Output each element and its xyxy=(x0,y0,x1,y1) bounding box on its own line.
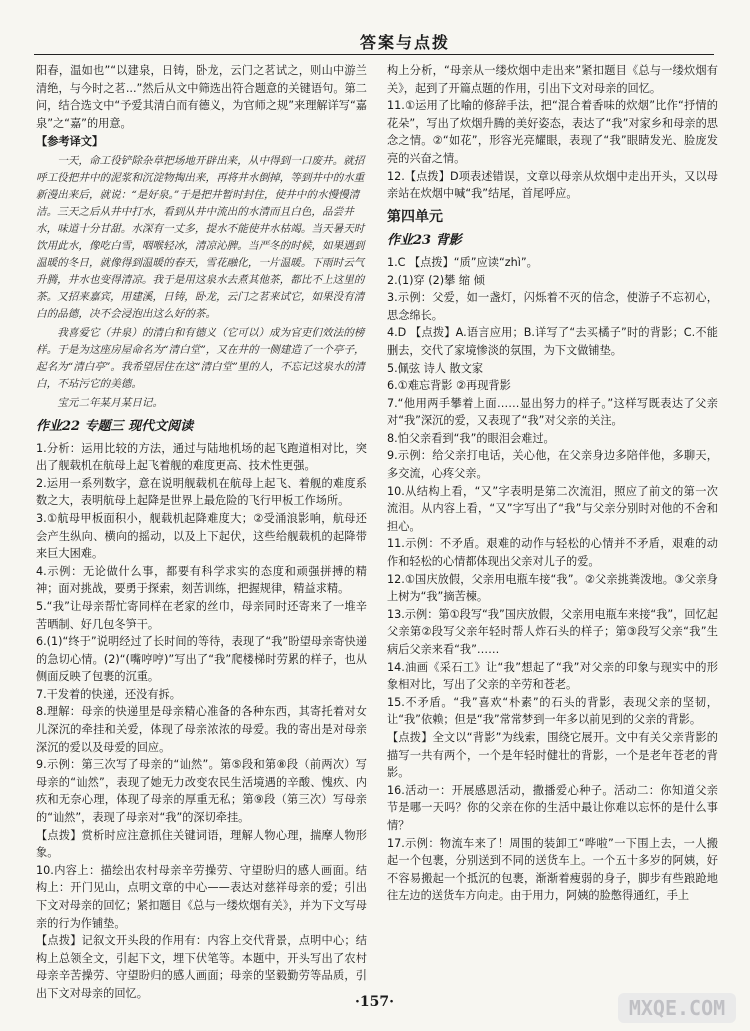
watermark-logo: MXQE.COM xyxy=(618,993,736,1023)
answer-paragraph: 3.示例：父爱，如一盏灯，闪烁着不灭的信念，使游子不忘初心，思念绵长。 xyxy=(387,291,718,322)
answer-paragraph: 12.①国庆放假，父亲用电瓶车接“我”。②父亲挑粪泼地。③父亲身上树为“我”摘苦楝。 xyxy=(387,572,718,604)
answer-paragraph: 10.内容上：描绘出农村母亲辛劳操劳、守望盼归的感人画面。结构上：开门见山，点明文章的中心——表达对慈祥母亲的爱；引出下文对母亲的回忆；紧扣题目《总与一缕炊烟有关》，并为下文写母亲的行为作铺垫。 xyxy=(36,863,367,930)
answer-paragraph: 8.怕父亲看到“我”的眼泪会难过。 xyxy=(387,431,555,445)
answer-paragraph: 2.运用一系列数字，意在说明舰载机在航母上起飞、着舰的难度系数之大，表明航母上起降是世界上最危险的飞行甲板工作场所。 xyxy=(36,476,367,508)
answer-paragraph: 我喜爱它（井泉）的清白和有德义（它可以）成为官吏们效法的榜样。于是为这座房屋命名为“清白堂”，又在井的一侧建造了一个亭子，起名为“清白亭”。我希望居住在这“清白堂”里的人，不忘记这泉水的清白，不玷污它的美德。 xyxy=(36,326,365,390)
answer-columns xyxy=(36,62,718,1000)
right-column xyxy=(387,62,718,986)
answer-paragraph: 1.分析：运用比较的方法，通过与陆地机场的起飞跑道相对比，突出了舰载机在航母上起飞着舰的难度更高、技术性更强。 xyxy=(36,441,367,473)
answer-paragraph: 5.佩弦 诗人 散文家 xyxy=(387,361,484,375)
answer-paragraph: 7.“他用两手攀着上面……显出努力的样子。”这样写既表达了父亲对“我”深沉的爱，又表现了“我”对父亲的关注。 xyxy=(387,396,718,428)
answer-paragraph: 6.(1)“终于”说明经过了长时间的等待，表现了“我”盼望母亲寄快递的急切心情。(2)“(嘴哼哼)”写出了“我”爬楼梯时劳累的样子，也从侧面反映了包裹的沉重。 xyxy=(36,635,367,684)
answer-paragraph: 宝元二年某月某日记。 xyxy=(57,396,164,409)
answer-paragraph: 【点拨】记叙文开头段的作用有：内容上交代背景，点明中心；结构上总领全文，引起下文，埋下伏笔等。本题中，开头写出了农村母亲辛苦操劳、守望盼归的感人画面；母亲的坚毅勤劳等品质，引出下文对母亲的回忆。 xyxy=(36,934,367,1000)
answer-paragraph: 5.“我”让母亲帮忙寄同样在老家的丝巾，母亲同时还寄来了一堆辛苦晒制、好几包冬笋干。 xyxy=(36,599,367,631)
answer-paragraph: 1.C 【点拨】“质”应读“zhì”。 xyxy=(387,255,538,269)
answer-paragraph: 2.(1)穿 (2)攀 缩 倾 xyxy=(387,273,485,287)
answer-paragraph: 7.干发着的快递，还没有拆。 xyxy=(36,687,181,701)
answer-paragraph: 13.示例：第①段写“我”国庆放假，父亲用电瓶车来接“我”，回忆起父亲第②段写父亲年轻时帮人炸石头的样子；第③段写父亲“我”生病后父亲来看“我”…… xyxy=(387,607,718,656)
answer-paragraph: 4.示例：无论做什么事，都要有科学求实的态度和顽强拼搏的精神；面对挑战，要勇于探索，刻苦训练，把握规律，精益求精。 xyxy=(36,564,367,596)
answer-paragraph: 15.不矛盾。“我”喜欢“朴素”的石头的背影，表现父亲的坚韧，让“我”依赖；但是“我”常常梦到一年多以前见到的父亲的背影。 xyxy=(387,695,718,727)
answer-paragraph: 6.①难忘背影 ②再现背影 xyxy=(387,379,511,393)
answer-paragraph: 9.示例：第三次写了母亲的“讪然”。第⑤段和第⑧段（前两次）写母亲的“讪然”，表现了她无力改变农民生活境遇的辛酸、愧疚、内疚和无奈心理，体现了母亲的厚重无私；第⑨段（第三次）写母亲的“讪然”，表现了母亲对“我”的深切牵挂。 xyxy=(36,758,367,825)
answer-paragraph: 【点拨】全文以“背影”为线索，围绕它展开。文中有关父亲背影的描写一共有两个，一个是年轻时健壮的背影，一个是老年苍老的背影。 xyxy=(387,730,718,780)
section-heading: 作业23 背影 xyxy=(387,233,462,249)
answer-paragraph: 3.①航母甲板面积小，舰载机起降难度大；②受涌浪影响，航母还会产生纵向、横向的摇动，以及上下起伏，这些给舰载机的起降带来巨大困难。 xyxy=(36,511,367,561)
unit-heading: 第四单元 xyxy=(387,208,443,225)
answer-paragraph: 8.理解：母亲的快递里是母亲精心准备的各种东西，其寄托着对女儿深沉的牵挂和关爱，体现了母亲浓浓的母爱。我的寄出是对母亲深沉的爱以及母爱的回应。 xyxy=(36,705,367,754)
answer-paragraph: 9.示例：给父亲打电话，关心他，在父亲身边多陪伴他，多聊天，多交流，心疼父亲。 xyxy=(387,449,718,481)
page-header xyxy=(0,0,750,56)
answer-paragraph: 【参考译文】 xyxy=(36,135,104,149)
answer-paragraph: 【点拨】赏析时应注意抓住关键词语，理解人物心理，揣摩人物形象。 xyxy=(36,828,367,860)
answer-paragraph: 阳春，温如也”“以建泉，日铸，卧龙，云门之茗试之，则山中游兰清绝，与今时之茗...”然后从文中筛选出符合题意的关键语句。第二问，结合选文中“予爱其清白而有德义，为官师之规”来理解详写“嘉泉”之“嘉”的用意。 xyxy=(36,64,367,130)
answer-paragraph: 11.①运用了比喻的修辞手法，把“混合着香味的炊烟”比作“抒情的花朵”，写出了炊烟升腾的美好姿态，表达了“我”对家乡和母亲的思念之情。②“如花”，形容光亮耀眼，表现了“我”眼睛发光、脸庞发亮的兴奋之情。 xyxy=(387,99,718,165)
section-heading: 作业22 专题三 现代文阅读 xyxy=(36,418,194,434)
answer-paragraph: 10.从结构上看，“又”字表明是第二次流泪，照应了前文的第一次流泪。从内容上看，“又”字写出了“我”与父亲分别时对他的不舍和担心。 xyxy=(387,484,718,533)
answer-paragraph: 11.示例：不矛盾。艰难的动作与轻松的心情并不矛盾，艰难的动作和轻松的心情都体现出父亲对儿子的爱。 xyxy=(387,537,718,569)
left-column xyxy=(36,62,367,1000)
answer-paragraph: 构上分析，“母亲从一缕炊烟中走出来”紧扣题目《总与一缕炊烟有关》，起到了开篇点题的作用，引出下文对母亲的回忆。 xyxy=(387,64,718,95)
page-number: ·157· xyxy=(355,994,394,1010)
answer-paragraph: 14.油画《采石工》让“我”想起了“我”对父亲的印象与现实中的形象相对比，写出了父亲的辛劳和苍老。 xyxy=(387,660,718,692)
answer-paragraph: 一天，命工役铲除杂草把场地开辟出来，从中得到一口废井。就招呼工役把井中的泥浆和沉淀物掏出来，再将井水倒掉，等到井中的水重新漫出来后，就说：“是好泉。”于是把井暂时封住，使井中的水慢慢清洁。三天之后从井中打水，看到从井中流出的水清而且白色，品尝井水，味道十分甘甜。水深有一丈多，提水不能使井水枯竭。当天暑天时饮用此水，像吃白雪，咽喉轻冰，清凉沁脾。当严冬的时候，如果遇到温暖的冬日，就像得到温暖的春天，雪花融化，一片温暖。下雨时云气升腾，井水也变得清凉。我于是用这泉水去煮其他茶，都比不上这里的茶。又招来嘉宾，用建溪，日铸，卧龙，云门之茗来试它，如果没有清白的品德，决不会浸泡出这么好的茶。 xyxy=(36,154,365,320)
answer-paragraph: 17.示例：物流车来了！周围的装卸工“哗啦”一下围上去，一人搬起一个包裹，分别送到不同的送货车上。一个五十多岁的阿姨，好不容易搬起一个抵沉的包裹，渐渐着瘦弱的身子，脚步有些踉跄地往左边的送货车方向走。由于用力，阿姨的脸憋得通红，手上 xyxy=(387,836,718,903)
answer-paragraph: 16.活动一：开展感恩活动，撒播爱心种子。活动二：你知道父亲节是哪一天吗？你的父亲在你的生活中最让你难以忘怀的是什么事情？ xyxy=(387,783,718,832)
answer-paragraph: 12.【点拨】D项表述错误，文章以母亲从炊烟中走出开头，又以母亲站在炊烟中喊“我”结尾，首尾呼应。 xyxy=(387,169,718,201)
header-rule xyxy=(34,54,714,55)
page-header-title: 答案与点拨 xyxy=(359,33,450,52)
answer-paragraph: 4.D 【点拨】A.语言应用；B.详写了“去买橘子”时的背影；C.不能删去，交代了家境惨淡的氛围，为下文做铺垫。 xyxy=(387,326,718,357)
